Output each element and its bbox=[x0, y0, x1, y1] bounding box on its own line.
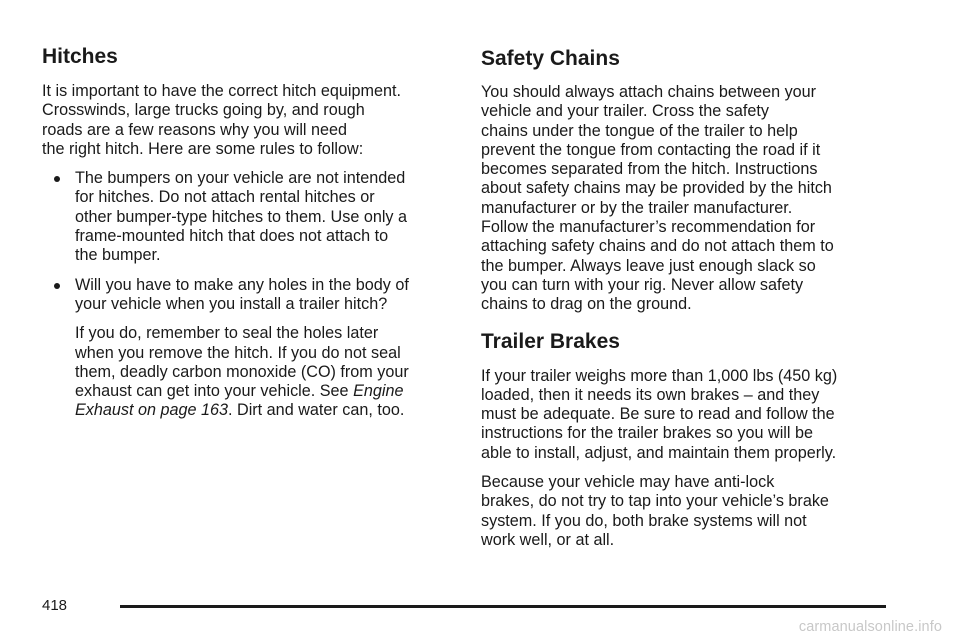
bullet-icon bbox=[54, 176, 60, 182]
page-footer bbox=[42, 594, 886, 618]
safety-chains-heading: Safety Chains bbox=[481, 47, 620, 70]
trailer-brakes-heading: Trailer Brakes bbox=[481, 329, 620, 353]
trailer-brakes-paragraph-2: Because your vehicle may have anti-lock brakes, do not try to tap into your vehicle’s brake system. If you do, both brake systems will not work well, or at all. bbox=[481, 473, 829, 549]
list-item bbox=[42, 169, 452, 265]
bullet-subparagraph: If you do, remember to seal the holes later when you remove the hitch. If you do not seal them, deadly carbon monoxide (CO) from your exhaust can get into your vehicle. See Engine Exhaust on page 163. Dirt and water can, too. bbox=[75, 324, 409, 420]
right-column bbox=[481, 44, 901, 550]
watermark: carmanualsonline.info bbox=[798, 619, 942, 635]
bullet-icon bbox=[54, 283, 60, 289]
bullet-text: The bumpers on your vehicle are not intended for hitches. Do not attach rental hitches or other bumper-type hitches to them. Use only a frame-mounted hitch that does not attach to the bumper. bbox=[75, 169, 408, 265]
page-number: 418 bbox=[42, 597, 68, 614]
engine-exhaust-reference-link-cont[interactable]: Exhaust on page 163 bbox=[75, 401, 229, 420]
trailer-brakes-paragraph-1: If your trailer weighs more than 1,000 lbs (450 kg) loaded, then it needs its own brakes – and they must be adequate. Be sure to read and follow the instructions for the trailer brakes so you will be able to install, adjust, and maintain them properly. bbox=[481, 366, 838, 462]
list-item bbox=[42, 276, 452, 421]
hitch-rules-list bbox=[42, 169, 452, 421]
engine-exhaust-reference-link[interactable]: Engine bbox=[353, 382, 404, 401]
bullet-text: Will you have to make any holes in the body of your vehicle when you install a trailer hitch? bbox=[75, 275, 409, 313]
safety-chains-paragraph: You should always attach chains between your vehicle and your trailer. Cross the safety chains under the tongue of the trailer to help prevent the tongue from contacting the road if it becomes separated from the hitch. Instructions about safety chains may be provided by the hitch manufacturer or by the trailer manufacturer. Follow the manufacturer’s recommendation for attaching safety chains and do not attach them to the bumper. Always leave just enough slack so you can turn with your rig. Never allow safety chains to drag on the ground. bbox=[481, 83, 834, 314]
hitches-intro: It is important to have the correct hitch equipment. Crosswinds, large trucks going by, and rough roads are a few reasons why you will need the right hitch. Here are some rules to follow: bbox=[42, 82, 402, 158]
hitches-heading: Hitches bbox=[42, 45, 118, 68]
left-column bbox=[42, 44, 452, 421]
footer-divider bbox=[120, 605, 886, 608]
